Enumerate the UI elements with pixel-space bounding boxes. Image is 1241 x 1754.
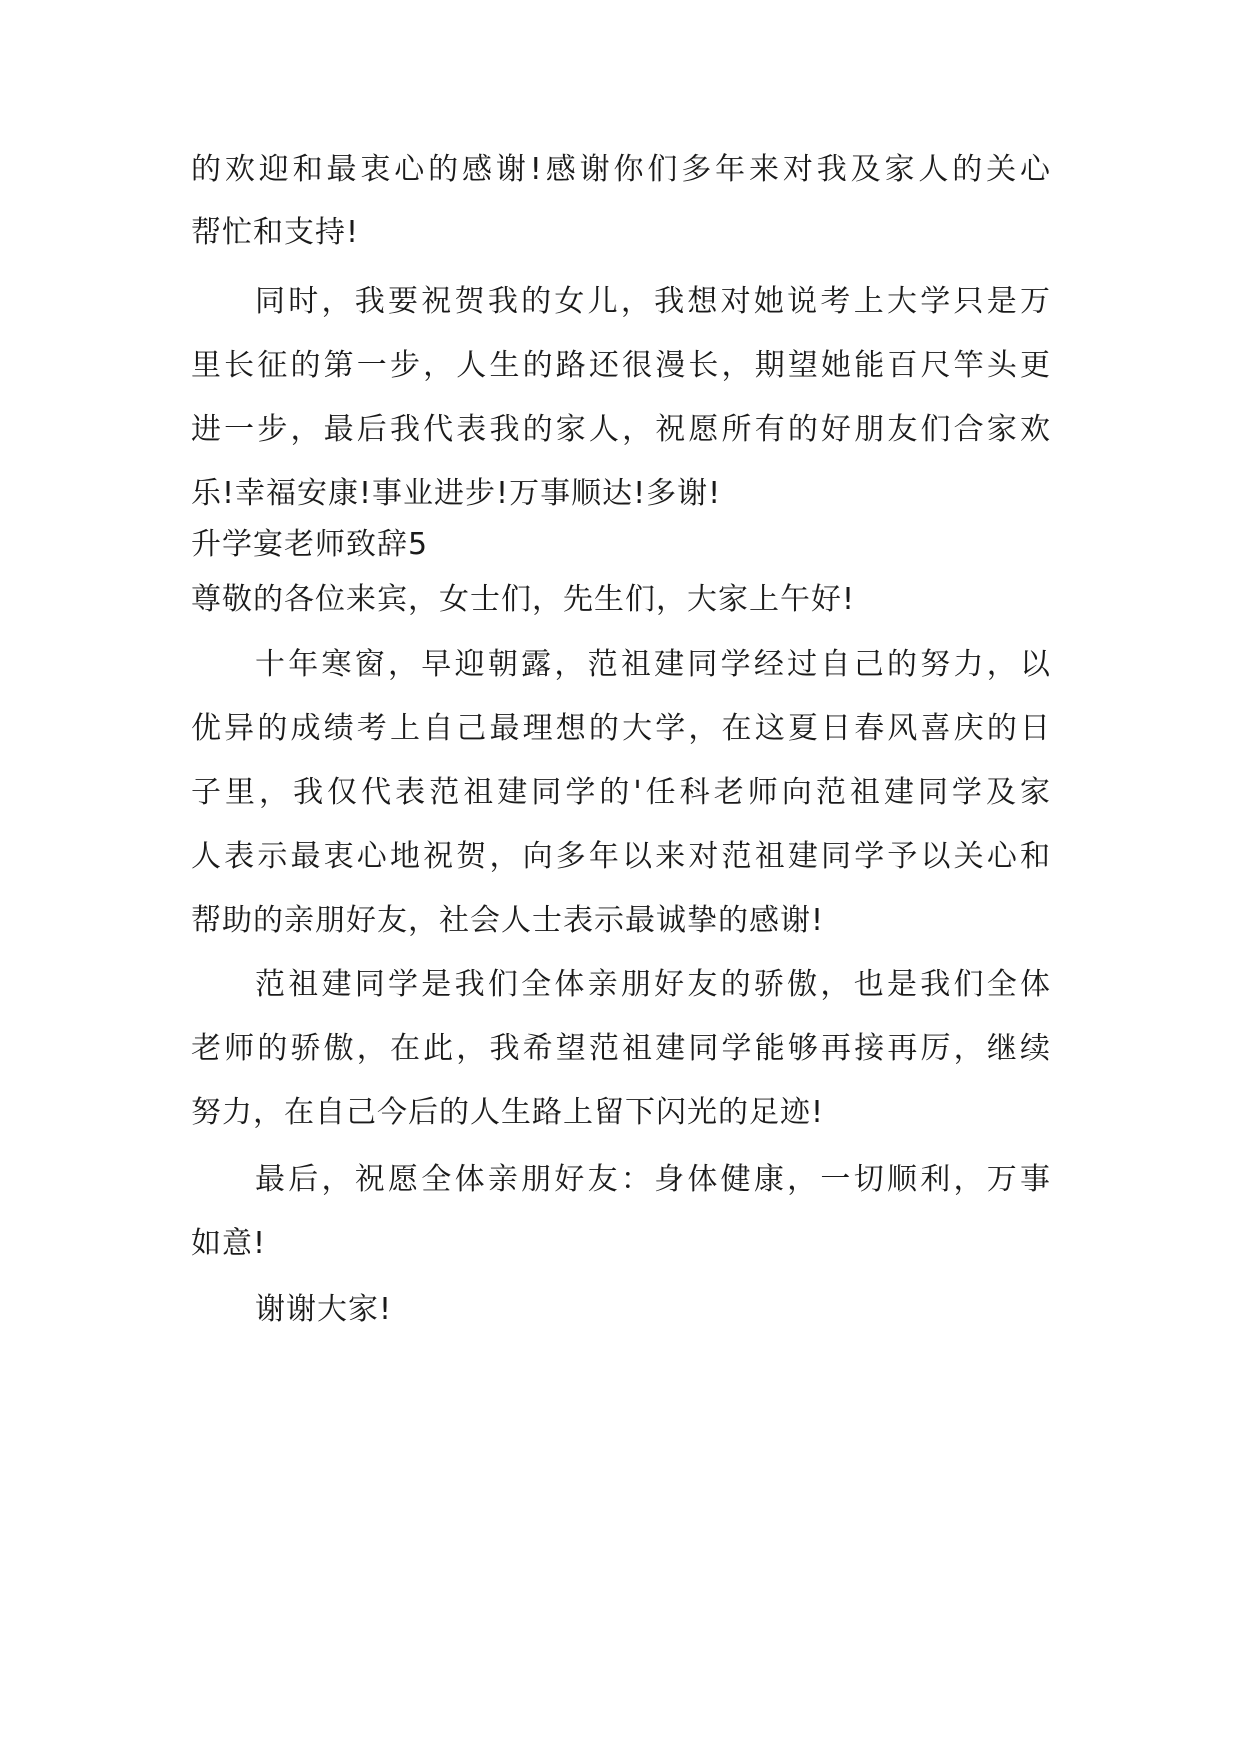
paragraph-line: 帮助的亲朋好友，社会人士表示最诚挚的感谢! bbox=[191, 903, 825, 938]
paragraph-line: 进一步，最后我代表我的家人，祝愿所有的好朋友们合家欢 bbox=[191, 412, 1051, 447]
paragraph-line: 人表示最衷心地祝贺，向多年以来对范祖建同学予以关心和 bbox=[191, 839, 1051, 874]
paragraph-line: 乐!幸福安康!事业进步!万事顺达!多谢! bbox=[191, 476, 722, 511]
closing-line: 谢谢大家! bbox=[255, 1292, 393, 1327]
section-heading: 升学宴老师致辞5 bbox=[191, 527, 429, 562]
greeting-line: 尊敬的各位来宾，女士们，先生们，大家上午好! bbox=[191, 582, 856, 617]
paragraph-line: 老师的骄傲，在此，我希望范祖建同学能够再接再厉，继续 bbox=[191, 1031, 1051, 1066]
paragraph-line: 同时，我要祝贺我的女儿，我想对她说考上大学只是万 bbox=[255, 284, 1051, 319]
paragraph-line: 子里，我仅代表范祖建同学的'任科老师向范祖建同学及家 bbox=[191, 775, 1051, 810]
paragraph-line: 帮忙和支持! bbox=[191, 215, 360, 250]
paragraph-line: 最后，祝愿全体亲朋好友：身体健康，一切顺利，万事 bbox=[255, 1162, 1051, 1197]
paragraph-line: 努力，在自己今后的人生路上留下闪光的足迹! bbox=[191, 1095, 825, 1130]
paragraph-line: 范祖建同学是我们全体亲朋好友的骄傲，也是我们全体 bbox=[255, 967, 1051, 1002]
paragraph-line: 十年寒窗，早迎朝露，范祖建同学经过自己的努力，以 bbox=[255, 647, 1051, 682]
paragraph-line: 如意! bbox=[191, 1226, 267, 1261]
paragraph-line: 优异的成绩考上自己最理想的大学，在这夏日春风喜庆的日 bbox=[191, 711, 1051, 746]
paragraph-line: 的欢迎和最衷心的感谢!感谢你们多年来对我及家人的关心 bbox=[191, 152, 1051, 187]
paragraph-line: 里长征的第一步，人生的路还很漫长，期望她能百尺竿头更 bbox=[191, 348, 1051, 383]
